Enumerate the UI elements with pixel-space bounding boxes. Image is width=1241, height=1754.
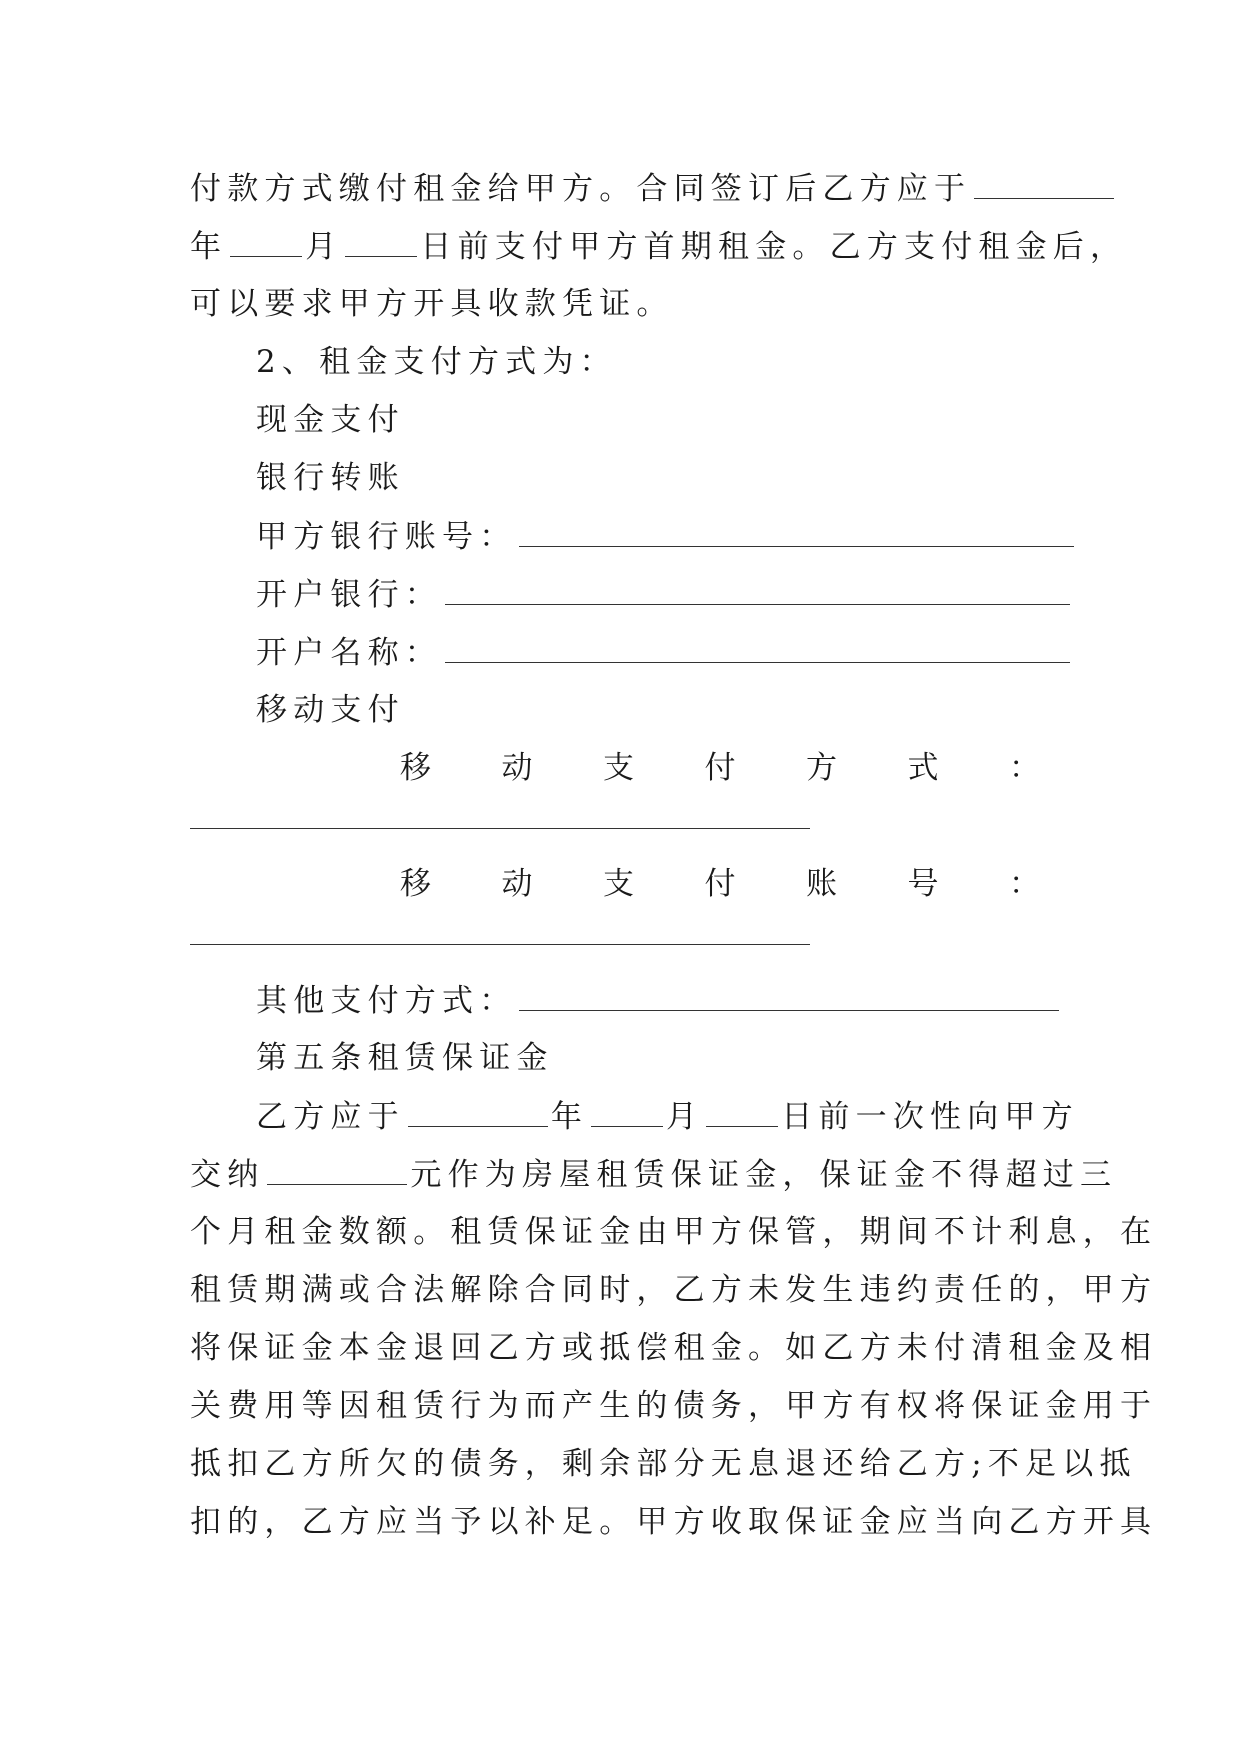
blank-year — [974, 168, 1114, 199]
text-run: 乙方应于 — [256, 1099, 405, 1135]
field-mobile-account — [400, 864, 1040, 904]
blank-month — [230, 226, 302, 257]
blank-line — [445, 574, 1070, 605]
field-label: 甲方银行账号： — [256, 519, 517, 555]
option-bank: 银行转账 — [256, 460, 405, 496]
char: 动 — [501, 750, 533, 786]
blank-year — [408, 1096, 548, 1127]
field-other-method — [256, 980, 1062, 1021]
text-run: 月 — [666, 1099, 704, 1135]
blank-line — [519, 980, 1059, 1011]
blank-line — [445, 632, 1070, 663]
char: 移 — [400, 750, 431, 786]
char: 动 — [501, 866, 533, 902]
char: 移 — [400, 866, 431, 902]
blank-line — [190, 828, 810, 829]
para-line-1 — [190, 168, 1117, 209]
para-line-21: 抵扣乙方所欠的债务，剩余部分无息退还给乙方;不足以抵 — [190, 1446, 1137, 1482]
blank-day — [345, 226, 417, 257]
field-bank-account — [256, 516, 1077, 557]
para-line-19: 将保证金本金退回乙方或抵偿租金。如乙方未付清租金及相 — [190, 1330, 1158, 1366]
option-mobile: 移动支付 — [256, 692, 405, 728]
text-run: 日前一次性向甲方 — [781, 1099, 1079, 1135]
field-mobile-method — [400, 748, 1040, 788]
option-cash: 现金支付 — [256, 402, 405, 438]
field-bank-name — [256, 574, 1073, 615]
blank-day — [706, 1096, 778, 1127]
para-line-20: 关费用等因租赁行为而产生的债务，甲方有权将保证金用于 — [190, 1388, 1158, 1424]
text-run: 日前支付甲方首期租金。乙方支付租金后， — [420, 229, 1128, 265]
char: 支 — [603, 866, 634, 902]
para-line-2 — [190, 226, 1127, 267]
field-label: 开户银行： — [256, 577, 442, 613]
field-label: 开户名称： — [256, 635, 442, 671]
field-label: 其他支付方式： — [256, 983, 517, 1019]
text-run: 元作为房屋租赁保证金，保证金不得超过三 — [410, 1157, 1118, 1193]
char: ： — [1009, 750, 1040, 786]
text-run: 月 — [305, 229, 343, 265]
blank-month — [591, 1096, 663, 1127]
char: 支 — [603, 750, 634, 786]
text-run: 交纳 — [190, 1157, 265, 1193]
char: 式 — [907, 750, 939, 786]
blank-line — [519, 516, 1074, 547]
para-line-22: 扣的，乙方应当予以补足。甲方收取保证金应当向乙方开具 — [190, 1504, 1158, 1540]
char: 付 — [704, 866, 736, 902]
text-run: 年 — [190, 229, 228, 265]
section-heading: 第五条租赁保证金 — [256, 1040, 554, 1076]
para-line-18: 租赁期满或合法解除合同时，乙方未发生违约责任的，甲方 — [190, 1272, 1158, 1308]
blank-amount — [267, 1154, 407, 1185]
char: 账 — [806, 866, 837, 902]
field-account-name — [256, 632, 1073, 673]
char: 号 — [907, 866, 939, 902]
para-line-15 — [256, 1096, 1079, 1137]
text-run: 付款方式缴付租金给甲方。合同签订后乙方应于 — [190, 171, 972, 207]
char: 方 — [806, 750, 837, 786]
char: ： — [1009, 866, 1040, 902]
para-line-17: 个月租金数额。租赁保证金由甲方保管，期间不计利息，在 — [190, 1214, 1158, 1250]
para-line-3: 可以要求甲方开具收款凭证。 — [190, 286, 674, 322]
char: 付 — [704, 750, 736, 786]
item-heading: 2、租金支付方式为： — [256, 344, 617, 380]
blank-line — [190, 944, 810, 945]
text-run: 年 — [550, 1099, 589, 1135]
para-line-16 — [190, 1154, 1117, 1195]
